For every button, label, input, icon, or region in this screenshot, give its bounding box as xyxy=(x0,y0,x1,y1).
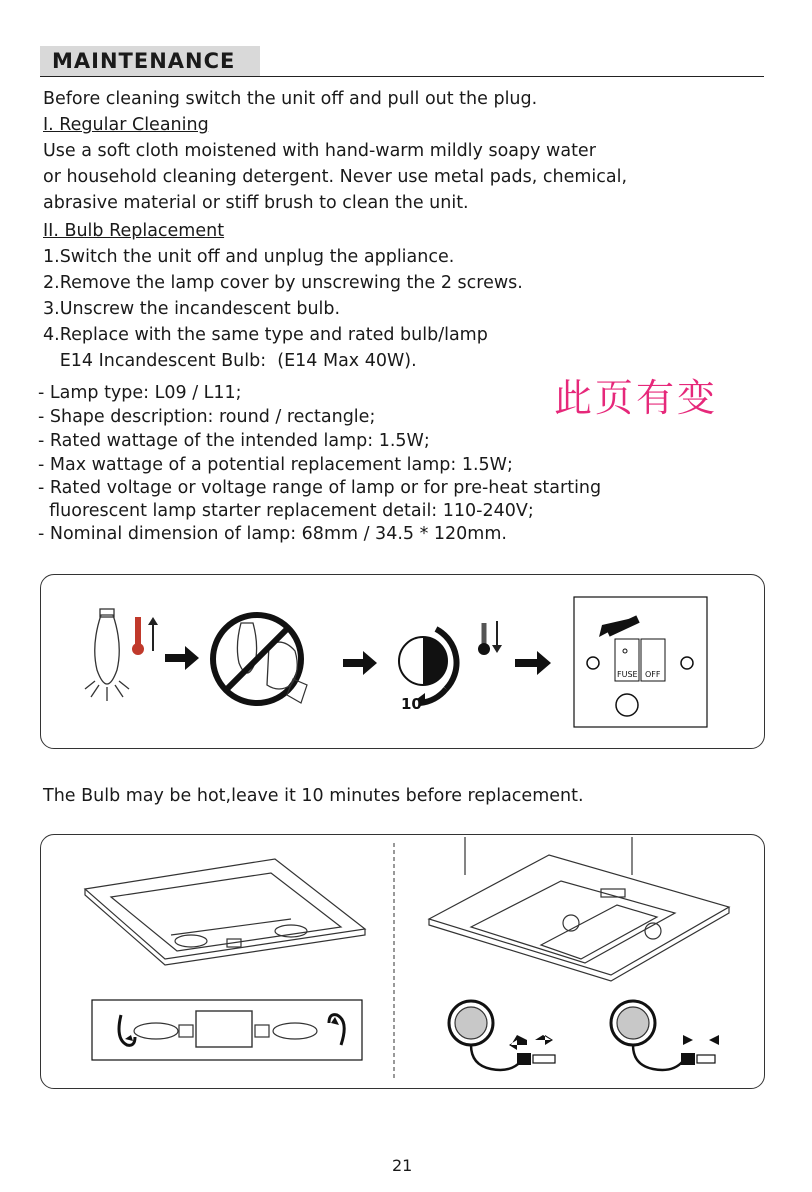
off-label: OFF xyxy=(645,670,661,679)
intro-text: Before cleaning switch the unit off and pull out the plug. xyxy=(43,89,538,109)
spec-item: - Rated voltage or voltage range of lamp or for pre-heat starting xyxy=(38,478,602,498)
hot-bulb-caption: The Bulb may be hot,leave it 10 minutes before replacement. xyxy=(43,786,584,806)
spec-item: - Max wattage of a potential replacement lamp: 1.5W; xyxy=(38,455,513,475)
bulb-step: 4.Replace with the same type and rated bulb/lamp xyxy=(43,325,488,345)
fuse-label: FUSE xyxy=(617,670,638,679)
spec-item: - Lamp type: L09 / L11; xyxy=(38,383,242,403)
spec-item: - Nominal dimension of lamp: 68mm / 34.5 * 120mm. xyxy=(38,524,507,544)
spec-item: fluorescent lamp starter replacement detail: 110-240V; xyxy=(38,501,534,521)
bulb-replacement-heading: II. Bulb Replacement xyxy=(43,221,225,241)
timer-icon xyxy=(399,629,457,705)
regular-cleaning-heading: I. Regular Cleaning xyxy=(43,115,209,135)
bulb-access-illustration xyxy=(41,835,764,1088)
range-hood-insert xyxy=(85,859,365,965)
arrow-right-icon xyxy=(343,651,377,675)
spec-item: - Shape description: round / rectangle; xyxy=(38,407,376,427)
no-touch-icon xyxy=(213,615,307,703)
hot-bulb-illustration xyxy=(41,575,764,748)
revision-stamp: 此页有变 xyxy=(554,376,719,420)
bulb-assembly-inset xyxy=(92,1000,362,1060)
thermometer-cool-icon xyxy=(478,621,502,655)
page-number: 21 xyxy=(392,1156,413,1175)
thermometer-hot-icon xyxy=(132,617,158,655)
arrow-right-icon xyxy=(515,651,551,675)
fuse-switch-panel xyxy=(574,597,707,727)
hood-underside xyxy=(429,837,729,981)
hot-bulb-figure xyxy=(40,574,765,749)
arrow-right-icon xyxy=(165,646,199,670)
timer-label: 10' xyxy=(401,695,427,713)
bulb-step: 2.Remove the lamp cover by unscrewing the 2 screws. xyxy=(43,273,523,293)
round-lamp-right xyxy=(611,1001,719,1070)
bulb-step: E14 Incandescent Bulb: (E14 Max 40W). xyxy=(43,351,417,371)
cleaning-line: abrasive material or stiff brush to clean the unit. xyxy=(43,193,469,213)
hot-bulb-icon xyxy=(85,609,129,701)
cleaning-line: Use a soft cloth moistened with hand-warm mildly soapy water xyxy=(43,141,596,161)
cleaning-line: or household cleaning detergent. Never use metal pads, chemical, xyxy=(43,167,628,187)
section-title: MAINTENANCE xyxy=(52,49,236,73)
round-lamp-left xyxy=(449,1001,555,1070)
spec-item: - Rated wattage of the intended lamp: 1.5W; xyxy=(38,431,430,451)
bulb-access-figure xyxy=(40,834,765,1089)
bulb-step: 3.Unscrew the incandescent bulb. xyxy=(43,299,341,319)
bulb-step: 1.Switch the unit off and unplug the appliance. xyxy=(43,247,455,267)
heading-divider xyxy=(40,76,764,77)
